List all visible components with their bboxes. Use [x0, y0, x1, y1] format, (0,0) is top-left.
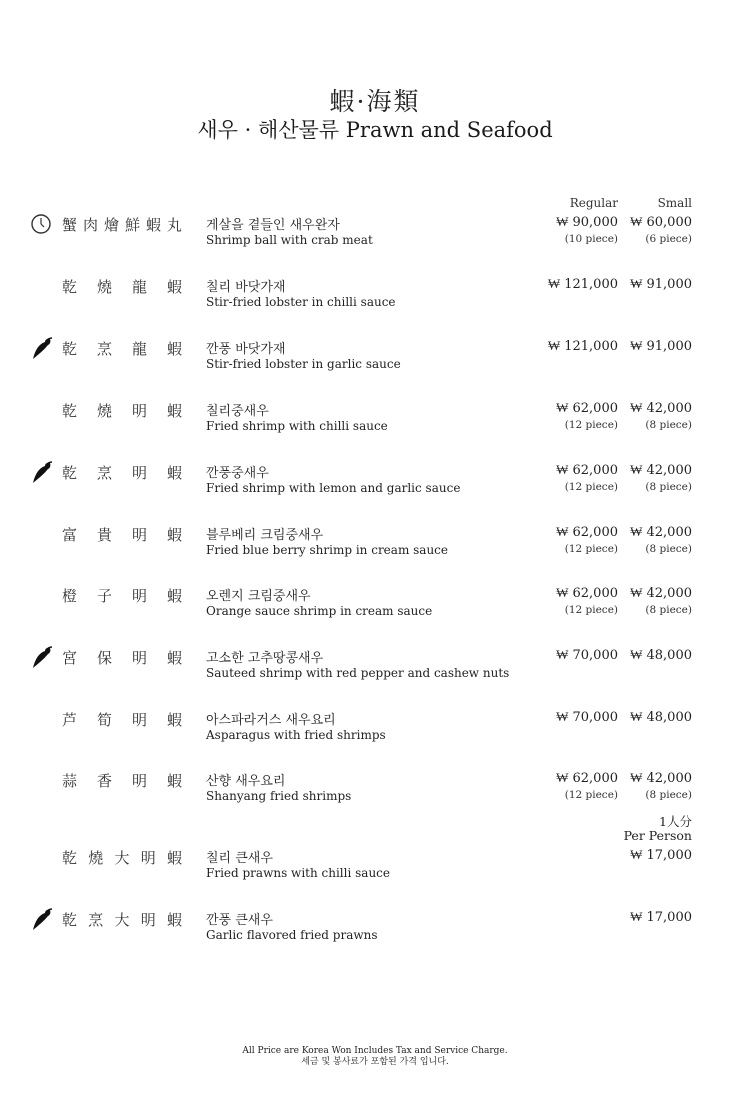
piece-count-small: (8 piece): [645, 789, 692, 801]
menu-item: [0, 847, 750, 897]
chili-pepper-icon: [30, 336, 54, 362]
dish-name-korean: 블루베리 크림중새우: [206, 528, 324, 543]
dish-name-char: 烹: [96, 340, 112, 358]
dish-name-char: 明: [140, 911, 156, 929]
dish-name-char: 大: [114, 849, 130, 867]
piece-count-small: (6 piece): [645, 233, 692, 245]
dish-name-chinese: [62, 585, 182, 603]
price-small: ₩ 48,000: [630, 710, 692, 725]
menu-title-subtitle: 새우 · 해산물류 Prawn and Seafood: [197, 118, 553, 142]
price-small: ₩ 17,000: [630, 910, 692, 925]
piece-count-small: (8 piece): [645, 543, 692, 555]
dish-name-chinese: [62, 276, 182, 294]
dish-name-char: 乾: [62, 402, 78, 420]
dish-name-char: 鮮: [124, 216, 140, 234]
dish-name-chinese: [62, 524, 182, 542]
dish-name-english: Shanyang fried shrimps: [206, 789, 352, 803]
dish-name-char: 明: [131, 464, 147, 482]
footer-note-ko: 세금 및 봉사료가 포함된 가격 입니다.: [301, 1057, 449, 1067]
dish-name-english: Stir-fried lobster in chilli sauce: [206, 295, 396, 309]
dish-name-korean: 고소한 고추땅콩새우: [206, 651, 324, 666]
price-small: ₩ 42,000: [630, 525, 692, 540]
dish-name-char: 富: [62, 526, 78, 544]
menu-item: [0, 585, 750, 635]
price-small: ₩ 42,000: [630, 586, 692, 601]
price-regular: ₩ 121,000: [547, 339, 618, 354]
menu-item: [0, 709, 750, 759]
dish-name-korean: 칠리중새우: [206, 404, 269, 419]
dish-name-english: Orange sauce shrimp in cream sauce: [206, 604, 433, 618]
piece-count-regular: (10 piece): [564, 233, 618, 245]
dish-name-char: 蝦: [166, 464, 182, 482]
price-regular: ₩ 121,000: [547, 277, 618, 292]
price-small: ₩ 17,000: [630, 848, 692, 863]
dish-name-char: 蝦: [166, 402, 182, 420]
menu-item: [0, 276, 750, 326]
dish-name-chinese: [62, 909, 182, 927]
dish-name-char: 蒜: [62, 772, 78, 790]
dish-name-char: 乾: [62, 464, 78, 482]
dish-name-char: 蝦: [166, 772, 182, 790]
dish-name-char: 蝦: [166, 849, 182, 867]
column-header-regular: Regular: [569, 196, 618, 210]
chili-pepper-icon: [30, 645, 54, 671]
dish-name-char: 燒: [96, 278, 112, 296]
dish-name-chinese: [62, 338, 182, 356]
piece-count-regular: (12 piece): [564, 543, 618, 555]
price-small: ₩ 42,000: [630, 401, 692, 416]
dish-name-korean: 칠리 큰새우: [206, 851, 273, 866]
dish-name-char: 子: [96, 587, 112, 605]
dish-name-chinese: [62, 647, 182, 665]
price-regular: ₩ 62,000: [556, 463, 618, 478]
dish-name-korean: 깐풍 바닷가재: [206, 342, 286, 357]
dish-name-char: 明: [140, 849, 156, 867]
dish-name-char: 蝦: [166, 278, 182, 296]
dish-name-korean: 깐풍 큰새우: [206, 913, 273, 928]
dish-name-chinese: [62, 462, 182, 480]
price-small: ₩ 42,000: [630, 463, 692, 478]
dish-name-korean: 오렌지 크림중새우: [206, 589, 311, 604]
footer-note-en: All Price are Korea Won Includes Tax and Service Charge.: [242, 1046, 508, 1056]
dish-name-korean: 게살을 곁들인 새우완자: [206, 218, 340, 233]
price-small: ₩ 42,000: [630, 771, 692, 786]
dish-name-char: 蝦: [166, 526, 182, 544]
menu-item: [0, 400, 750, 450]
dish-name-char: 烹: [88, 911, 104, 929]
dish-name-chinese: [62, 400, 182, 418]
piece-count-regular: (12 piece): [564, 419, 618, 431]
price-small: ₩ 60,000: [630, 215, 692, 230]
menu-item: [0, 909, 750, 959]
dish-name-chinese: [62, 770, 182, 788]
dish-name-char: 乾: [62, 849, 78, 867]
dish-name-char: 筍: [96, 711, 112, 729]
price-regular: ₩ 62,000: [556, 401, 618, 416]
dish-name-char: 蝦: [166, 911, 182, 929]
dish-name-char: 蝦: [145, 216, 161, 234]
dish-name-char: 大: [114, 911, 130, 929]
price-regular: ₩ 70,000: [556, 648, 618, 663]
dish-name-char: 明: [131, 649, 147, 667]
price-small: ₩ 48,000: [630, 648, 692, 663]
price-small: ₩ 91,000: [630, 277, 692, 292]
menu-title-chinese: 蝦·海類: [329, 87, 421, 116]
dish-name-char: 橙: [62, 587, 78, 605]
dish-name-korean: 칠리 바닷가재: [206, 280, 286, 295]
dish-name-korean: 산향 새우요리: [206, 774, 286, 789]
dish-name-english: Fried prawns with chilli sauce: [206, 866, 390, 880]
piece-count-small: (8 piece): [645, 604, 692, 616]
dish-name-korean: 깐풍중새우: [206, 466, 269, 481]
piece-count-regular: (12 piece): [564, 481, 618, 493]
dish-name-char: 宮: [62, 649, 78, 667]
dish-name-english: Shrimp ball with crab meat: [206, 233, 373, 247]
dish-name-char: 明: [131, 772, 147, 790]
dish-name-char: 烹: [96, 464, 112, 482]
price-small: ₩ 91,000: [630, 339, 692, 354]
piece-count-small: (8 piece): [645, 419, 692, 431]
dish-name-char: 燴: [103, 216, 119, 234]
dish-name-char: 燒: [88, 849, 104, 867]
menu-item: [0, 214, 750, 264]
per-person-en: Per Person: [623, 828, 692, 843]
dish-name-char: 保: [96, 649, 112, 667]
dish-name-char: 龍: [131, 278, 147, 296]
menu-item: [0, 462, 750, 512]
dish-name-english: Fried shrimp with chilli sauce: [206, 419, 388, 433]
column-header-small: Small: [657, 196, 692, 210]
price-regular: ₩ 90,000: [556, 215, 618, 230]
dish-name-char: 明: [131, 526, 147, 544]
chili-pepper-icon: [30, 460, 54, 486]
dish-name-char: 明: [131, 587, 147, 605]
dish-name-chinese: [62, 847, 182, 865]
price-regular: ₩ 62,000: [556, 586, 618, 601]
dish-name-chinese: [62, 214, 182, 232]
dish-name-char: 乾: [62, 278, 78, 296]
menu-item: [0, 770, 750, 820]
dish-name-char: 貴: [96, 526, 112, 544]
dish-name-char: 明: [131, 711, 147, 729]
dish-name-english: Fried blue berry shrimp in cream sauce: [206, 543, 448, 557]
dish-name-char: 龍: [131, 340, 147, 358]
chili-pepper-icon: [30, 907, 54, 933]
dish-name-char: 燒: [96, 402, 112, 420]
piece-count-small: (8 piece): [645, 481, 692, 493]
price-regular: ₩ 70,000: [556, 710, 618, 725]
menu-item: [0, 338, 750, 388]
piece-count-regular: (12 piece): [564, 604, 618, 616]
dish-name-english: Fried shrimp with lemon and garlic sauce: [206, 481, 461, 495]
dish-name-char: 乾: [62, 340, 78, 358]
piece-count-regular: (12 piece): [564, 789, 618, 801]
dish-name-char: 蝦: [166, 649, 182, 667]
dish-name-char: 芦: [62, 711, 78, 729]
menu-item: [0, 647, 750, 697]
dish-name-char: 丸: [166, 216, 182, 234]
clock-icon: [30, 212, 54, 238]
dish-name-char: 蝦: [166, 587, 182, 605]
dish-name-char: 乾: [62, 911, 78, 929]
dish-name-char: 明: [131, 402, 147, 420]
dish-name-char: 蝦: [166, 340, 182, 358]
menu-item: [0, 524, 750, 574]
dish-name-chinese: [62, 709, 182, 727]
dish-name-english: Garlic flavored fried prawns: [206, 928, 378, 942]
dish-name-english: Sauteed shrimp with red pepper and cashew nuts: [206, 666, 510, 680]
dish-name-char: 香: [96, 772, 112, 790]
per-person-cn: 1人分: [659, 814, 692, 829]
dish-name-english: Asparagus with fried shrimps: [206, 728, 386, 742]
footer-note: [0, 1046, 750, 1068]
dish-name-char: 肉: [82, 216, 98, 234]
price-regular: ₩ 62,000: [556, 525, 618, 540]
dish-name-char: 蟹: [62, 216, 78, 234]
dish-name-char: 蝦: [166, 711, 182, 729]
dish-name-english: Stir-fried lobster in garlic sauce: [206, 357, 401, 371]
price-regular: ₩ 62,000: [556, 771, 618, 786]
dish-name-korean: 아스파라거스 새우요리: [206, 713, 336, 728]
